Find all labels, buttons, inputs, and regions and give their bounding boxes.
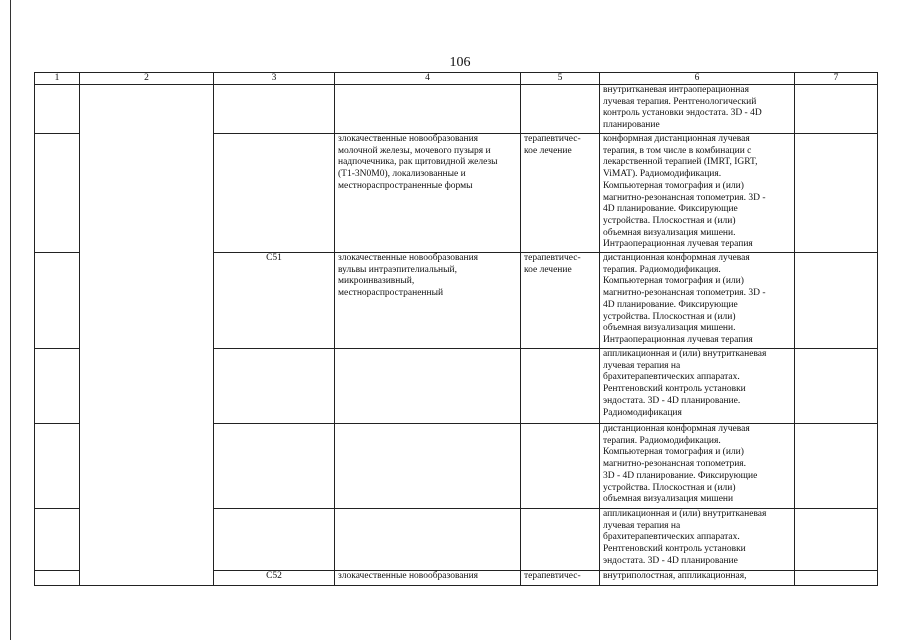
cell-col7 <box>795 571 878 586</box>
col-header-3: 3 <box>214 73 335 85</box>
cell-diagnosis: злокачественные новообразования молочной железы, мочевого пузыря и надпочечника, рак щитовидной железы (T1-3N0M0), локализованные и местнораспространенные формы <box>335 134 521 253</box>
cell-icd-code <box>214 424 335 509</box>
cell-col1 <box>35 349 80 424</box>
cell-col1 <box>35 85 80 134</box>
cell-method: конформная дистанционная лучевая терапия, в том числе в комбинации с лекарственной терапией (IMRT, IGRT, ViMAT). Радиомодификация. Компьютерная томография и (или) магнитно-резонансная топометрия. 3D - 4D планирование. Фиксирующие устройства. Плоскостная и (или) объемная визуализация мишени. Интраоперационная лучевая терапия <box>600 134 795 253</box>
cell-diagnosis <box>335 424 521 509</box>
cell-diagnosis: злокачественные новообразования <box>335 571 521 586</box>
col-header-1: 1 <box>35 73 80 85</box>
cell-col1 <box>35 253 80 349</box>
cell-diagnosis <box>335 509 521 571</box>
table-row <box>35 85 878 134</box>
cell-icd-code: C51 <box>214 253 335 349</box>
cell-method: аппликационная и (или) внутритканевая лучевая терапия на брахитерапевтических аппаратах. Рентгеновский контроль установки эндостата. 3D - 4D планирование. Радиомодификация <box>600 349 795 424</box>
cell-treatment-type: терапевтичес- кое лечение <box>521 253 600 349</box>
header-row <box>35 73 878 85</box>
cell-treatment-type <box>521 85 600 134</box>
col-header-5: 5 <box>521 73 600 85</box>
cell-col7 <box>795 85 878 134</box>
cell-method: аппликационная и (или) внутритканевая лучевая терапия на брахитерапевтических аппаратах. Рентгеновский контроль установки эндостата. 3D - 4D планирование <box>600 509 795 571</box>
cell-col7 <box>795 509 878 571</box>
cell-method: дистанционная конформная лучевая терапия. Радиомодификация. Компьютерная томография и (или) магнитно-резонансная топометрия. 3D - 4D планирование. Фиксирующие устройства. Плоскостная и (или) объемная визуализация мишени <box>600 424 795 509</box>
cell-treatment-type <box>521 349 600 424</box>
cell-method: внутритканевая интраоперационная лучевая терапия. Рентгенологический контроль установки эндостата. 3D - 4D планирование <box>600 85 795 134</box>
cell-treatment-type: терапевтичес- <box>521 571 600 586</box>
cell-icd-code: C52 <box>214 571 335 586</box>
cell-col7 <box>795 253 878 349</box>
col-header-7: 7 <box>795 73 878 85</box>
medical-procedures-table <box>34 72 878 586</box>
cell-method: дистанционная конформная лучевая терапия. Радиомодификация. Компьютерная томография и (или) магнитно-резонансная топометрия. 3D - 4D планирование. Фиксирующие устройства. Плоскостная и (или) объемная визуализация мишени. Интраоперационная лучевая терапия <box>600 253 795 349</box>
col-header-2: 2 <box>80 73 214 85</box>
cell-icd-code <box>214 349 335 424</box>
cell-col2-merged <box>80 85 214 586</box>
cell-col7 <box>795 349 878 424</box>
cell-treatment-type <box>521 509 600 571</box>
cell-icd-code <box>214 509 335 571</box>
cell-method: внутриполостная, аппликационная, <box>600 571 795 586</box>
cell-diagnosis <box>335 85 521 134</box>
cell-icd-code <box>214 134 335 253</box>
cell-col7 <box>795 134 878 253</box>
page-number: 106 <box>449 55 471 70</box>
cell-col1 <box>35 509 80 571</box>
cell-icd-code <box>214 85 335 134</box>
cell-col7 <box>795 424 878 509</box>
left-margin-rule <box>10 0 11 640</box>
cell-diagnosis <box>335 349 521 424</box>
col-header-6: 6 <box>600 73 795 85</box>
cell-diagnosis: злокачественные новообразования вульвы интраэпителиальный, микроинвазивный, местнораспространенный <box>335 253 521 349</box>
cell-treatment-type <box>521 424 600 509</box>
cell-treatment-type: терапевтичес- кое лечение <box>521 134 600 253</box>
cell-col1 <box>35 424 80 509</box>
col-header-4: 4 <box>335 73 521 85</box>
cell-col1 <box>35 134 80 253</box>
cell-col1 <box>35 571 80 586</box>
